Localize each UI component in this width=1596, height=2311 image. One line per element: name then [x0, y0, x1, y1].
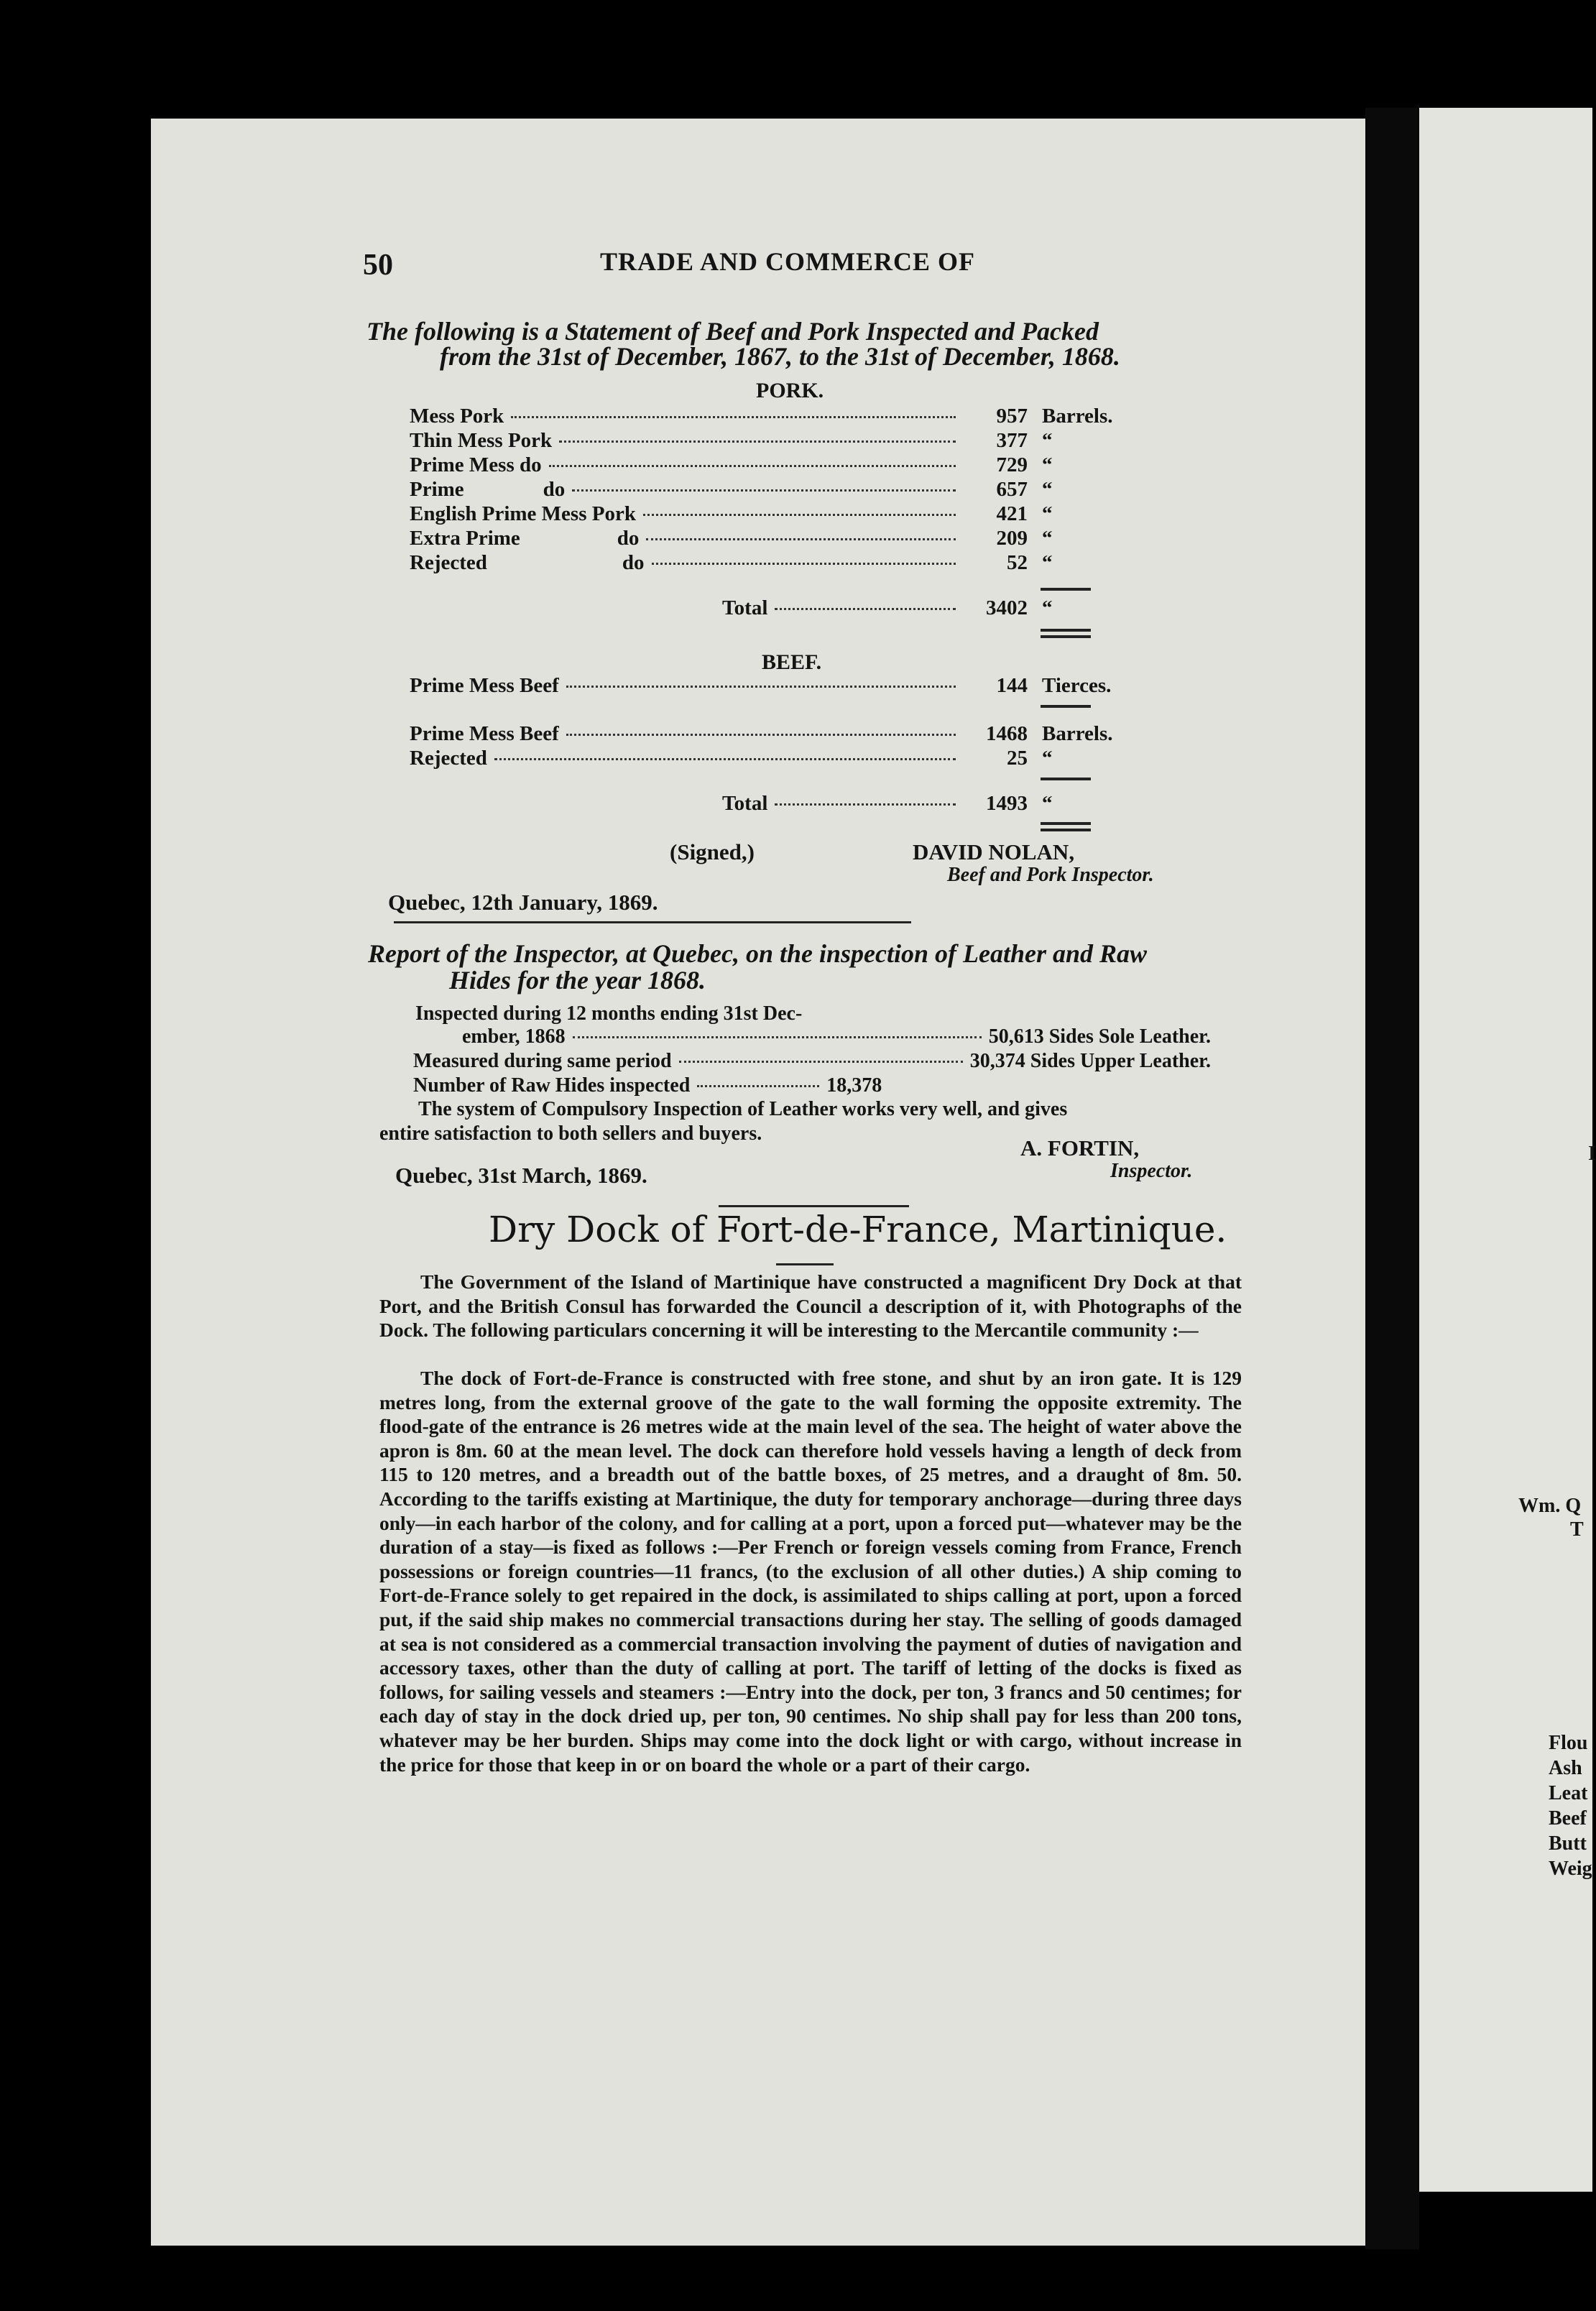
total-unit: “ — [1042, 792, 1053, 815]
row-ditto: do — [617, 527, 640, 550]
row-unit: “ — [1042, 527, 1053, 550]
section-rule — [719, 1205, 909, 1207]
pork-row — [410, 502, 1186, 528]
signed-note: (Signed,) — [670, 839, 755, 864]
leather-note: The system of Compulsory Inspection of Leather works very well, and gives — [418, 1098, 1068, 1120]
row-label: Thin Mess Pork — [410, 429, 553, 452]
row-unit: Barrels. — [1042, 722, 1113, 745]
beef-row — [410, 722, 1186, 748]
signatory-title: Beef and Pork Inspector. — [947, 864, 1154, 886]
facing-page-fragment: Butt — [1549, 1832, 1587, 1855]
row-unit: “ — [1042, 453, 1053, 476]
leather-row — [413, 1050, 1211, 1074]
row-label: Prime Mess do — [410, 453, 542, 476]
row-unit: “ — [1042, 747, 1053, 770]
dock-paragraph: The dock of Fort-de-France is constructed with free stone, and shut by an iron gate. It is 129 metres long, from the external groove of the gate to the wall forming the opposite extremity. The flood-gate of the entrance is 26 metres wide at the main level of the sea. The height of water above the apron is 8m. 60 at the mean level. The dock can therefore hold vessels having a length of deck from 115 to 120 metres, and a breadth out of the battle boxes, of 25 metres, and a draught of 8m. 50. According to the tariffs existing at Martinique, the duty for temporary anchorage—during three days only—in each harbor of the colony, and for calling at a port, upon a forced put—whatever may be the duration of a stay—is fixed as follows :—Per French or foreign vessels coming from France, French possessions or foreign countries—11 francs, (to the exclusion of all other duties.) A ship coming to Fort-de-France solely to get repaired in the dock, is assimilated to ships calling at port, upon a forced put, if the said ship makes no commercial transactions during her stay. The selling of goods damaged at sea is not considered as a commercial transaction involving the payment of duties of navigation and accessory taxes, other than the duty of calling at port. The tariff of letting of the docks is fixed as follows, for sailing vessels and steamers :—Entry into the dock, per ton, 3 francs and 50 centimes; for each day of stay in the dock dried up, per ton, 90 centimes. No ship shall pay for less than 200 tons, whatever may be her burden. Ships may come into the dock light or with cargo, without increase in the price for those that keep in or on board the whole or a part of their cargo. — [379, 1367, 1242, 1776]
sum-rule — [1041, 705, 1091, 708]
facing-page-fragment: Flou — [1549, 1732, 1588, 1754]
pork-row — [410, 551, 1186, 577]
facing-page-fragment: Ash — [1549, 1757, 1582, 1779]
total-double-rule — [1041, 822, 1091, 825]
beef-total-row — [722, 792, 1186, 818]
row-label: Extra Prime — [410, 527, 520, 550]
signatory-name: A. FORTIN, — [1020, 1135, 1140, 1161]
statement-title: from the 31st of December, 1867, to the 31st of December, 1868. — [440, 342, 1120, 371]
leather-date: Quebec, 31st March, 1869. — [395, 1163, 647, 1188]
row-value: 957 — [996, 405, 1028, 428]
facing-page-fragment: Wm. Q — [1518, 1495, 1582, 1517]
title-rule — [776, 1263, 834, 1265]
row-value: 144 — [996, 674, 1028, 697]
pork-row — [410, 429, 1186, 455]
row-unit: Tierces. — [1042, 674, 1112, 697]
row-unit: “ — [1042, 429, 1053, 452]
row-value: 729 — [996, 453, 1028, 476]
page-gutter — [1365, 108, 1419, 2249]
facing-page — [1419, 108, 1596, 2192]
total-value: 3402 — [986, 596, 1028, 619]
facing-page-fragment: T — [1570, 1518, 1584, 1541]
leather-title: Report of the Inspector, at Quebec, on the inspection of Leather and Raw — [368, 939, 1148, 968]
total-double-rule — [1041, 629, 1091, 632]
dock-paragraph: The Government of the Island of Martinique have constructed a magnificent Dry Dock at that Port, and the British Consul has forwarded the Council a description of it, with Photographs of the Dock. The following particulars concerning it will be interesting to the Mercantile community :— — [379, 1270, 1242, 1342]
row-unit: “ — [1042, 478, 1053, 501]
running-head: TRADE AND COMMERCE OF — [600, 247, 975, 276]
row-ditto: do — [622, 551, 645, 574]
row-value: 209 — [996, 527, 1028, 550]
sum-rule — [1041, 588, 1091, 591]
pork-row — [410, 478, 1186, 504]
dock-title: Dry Dock of Fort-de-France, Martinique. — [489, 1209, 1227, 1250]
statement-title: The following is a Statement of Beef and Pork Inspected and Packed — [366, 317, 1099, 346]
total-double-rule — [1041, 829, 1091, 831]
row-value: 1468 — [986, 722, 1028, 745]
row-value: 657 — [996, 478, 1028, 501]
row-unit: “ — [1042, 551, 1053, 574]
facing-page-fragment: I — [1588, 1143, 1596, 1165]
row-label: Prime — [410, 478, 464, 501]
leather-title: Hides for the year 1868. — [449, 966, 706, 995]
row-ditto: do — [543, 478, 566, 501]
row-value: 377 — [996, 429, 1028, 452]
leather-row — [462, 1025, 1211, 1050]
section-rule — [394, 921, 911, 923]
row-unit: “ — [1042, 502, 1053, 525]
total-double-rule — [1041, 635, 1091, 638]
pork-total-row — [722, 596, 1186, 622]
pork-row — [410, 527, 1186, 553]
row-label: ember, 1868 — [462, 1025, 566, 1048]
beef-row — [410, 747, 1186, 772]
page-number: 50 — [363, 249, 393, 282]
row-label: Mess Pork — [410, 405, 504, 428]
total-value: 1493 — [986, 792, 1028, 815]
total-label: Total — [722, 792, 768, 815]
leather-row-label: Inspected during 12 months ending 31st Dec- — [415, 1002, 803, 1025]
row-label: Number of Raw Hides inspected — [413, 1074, 691, 1097]
leather-row — [413, 1074, 1211, 1099]
row-label: Rejected — [410, 747, 487, 770]
sum-rule — [1041, 778, 1091, 780]
row-label: English Prime Mess Pork — [410, 502, 636, 525]
beef-tierces-row — [410, 674, 1186, 700]
row-unit: Barrels. — [1042, 405, 1113, 428]
row-label: Rejected — [410, 551, 487, 574]
facing-page-fragment: Beef — [1549, 1807, 1587, 1830]
row-value: 18,378 — [826, 1074, 882, 1097]
facing-page-fragment: Leat — [1549, 1782, 1588, 1804]
statement-date: Quebec, 12th January, 1869. — [388, 890, 658, 915]
pork-row — [410, 405, 1186, 430]
row-label: Prime Mess Beef — [410, 674, 559, 697]
row-value: 30,374 Sides Upper Leather. — [969, 1050, 1211, 1072]
leather-note: entire satisfaction to both sellers and buyers. — [379, 1122, 762, 1145]
pork-heading: PORK. — [756, 379, 824, 402]
signatory-name: DAVID NOLAN, — [913, 839, 1075, 864]
total-label: Total — [722, 596, 768, 619]
row-label: Measured during same period — [413, 1050, 672, 1072]
total-unit: “ — [1042, 596, 1053, 619]
row-value: 52 — [1007, 551, 1028, 574]
row-value: 50,613 Sides Sole Leather. — [988, 1025, 1211, 1048]
pork-row — [410, 453, 1186, 479]
beef-heading: BEEF. — [762, 650, 822, 674]
row-label: Prime Mess Beef — [410, 722, 559, 745]
facing-page-fragment: Weig — [1549, 1858, 1592, 1880]
row-value: 25 — [1007, 747, 1028, 770]
signatory-title: Inspector. — [1110, 1160, 1193, 1182]
row-value: 421 — [996, 502, 1028, 525]
